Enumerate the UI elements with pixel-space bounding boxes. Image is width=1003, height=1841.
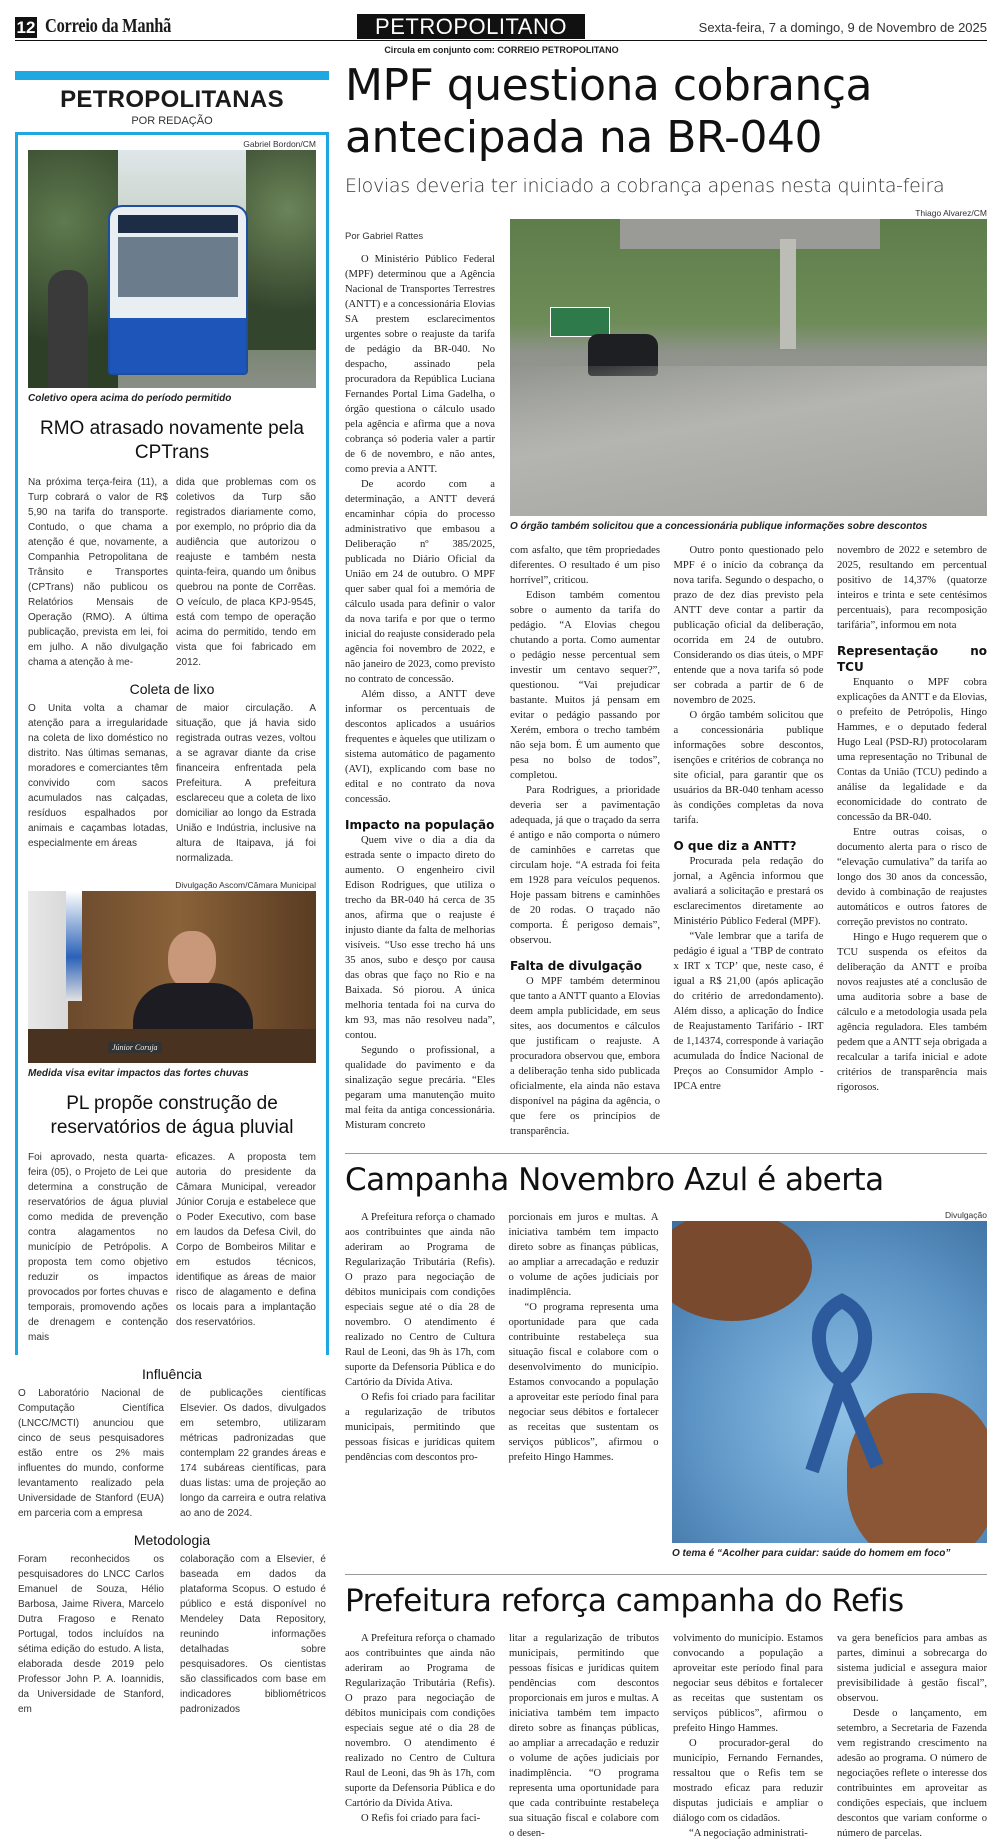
sidebar-accent-bar xyxy=(15,71,329,80)
article-subhead: Impacto na população xyxy=(345,818,495,832)
story-column xyxy=(176,475,316,670)
header-rule xyxy=(15,40,987,41)
photo-caption: Medida visa evitar impactos das fortes chuvas xyxy=(28,1068,249,1079)
photo-caption: O tema é “Acolher para cuidar: saúde do homem em foco” xyxy=(672,1548,951,1559)
newspaper-name: Correio da Manhã xyxy=(45,15,172,37)
paragraph: O Refis foi criado para faci- xyxy=(361,1813,481,1824)
refis-headline: Prefeitura reforça campanha do Refis xyxy=(345,1583,904,1619)
story-columns xyxy=(18,1386,326,1521)
photo-caption: O órgão também solicitou que a concessionária publique informações sobre descontos xyxy=(510,521,928,532)
story-column xyxy=(18,1552,164,1717)
paragraph: de maior circulação. A situação, que já havia sido registrada outras vezes, voltou a se agravar diante da crise financeira enfrentada pela Prefeitura. A prefeitura esclareceu que a coleta de lixo domiciliar ao longo da Estrada União e Indústria, inclusive na altura de Itaipava, já foi normalizada. xyxy=(176,703,316,864)
paragraph: Edison também comentou sobre o aumento da tarifa do pedágio. “A Elovias chegou chutando a porta. Como aumentar o pedágio nesse percentual sem investir um centavo sequer?”, questionou. “Vai prejudicar bastante. Muitos já pensam em evitar o pedágio passando por Xerém, embora o trecho também não seja bom. É um aumento que pesa no bolso de todos”, completou. xyxy=(510,590,660,781)
campanha-photo-wrap xyxy=(672,1210,987,1560)
photo-credit: Gabriel Bordon/CM xyxy=(243,139,316,149)
paragraph: Procurada pela redação do jornal, a Agência informou que avaliará a solicitação e prestará os esclarecimentos diretamente ao Ministério Público Federal (MPF). xyxy=(673,856,824,927)
page-number: 12 xyxy=(16,18,36,37)
story-headline: PL propõe construção de reservatórios de água pluvial xyxy=(50,1093,294,1138)
sidebar-lower-story xyxy=(15,1365,329,1717)
story-subhead: Influência xyxy=(142,1366,202,1382)
article-columns xyxy=(510,543,987,1139)
paragraph: Foram reconhecidos os pesquisadores do LNCC Carlos Emanuel de Souza, Hélio Barbosa, Jaime Rivera, Marcelo Dutra Fragoso e Renato Portugal, todos incluídos na sétima edição do estudo. A lista, elaborada desde 2019 pelo Professor John P. A. Ioannidis, da Universidade de Stanford, em xyxy=(18,1554,164,1715)
paragraph: porcionais em juros e multas. A iniciativa também tem impacto direto sobre as finanças públicas, ao ampliar a arrecadação e reduzir o volume de ações judiciais por inadimplência. xyxy=(508,1212,659,1298)
sidebar xyxy=(15,71,329,1717)
nameplate: Júnior Coruja xyxy=(108,1042,162,1053)
paragraph: com asfalto, que têm propriedades diferentes. O resultado é um piso horrível”, criticou. xyxy=(510,545,660,586)
campanha-headline: Campanha Novembro Azul é aberta xyxy=(345,1162,884,1198)
article-column xyxy=(837,1631,987,1841)
refis-body xyxy=(345,1631,987,1841)
article-right xyxy=(510,208,987,1139)
section-title: PETROPOLITANO xyxy=(357,14,585,39)
article-column xyxy=(674,543,824,1094)
paragraph: O MPF também determinou que tanto a ANTT quanto a Elovias deem ampla publicidade, em seus sites, aos documentos e cálculos que justificam o reajuste. A procuradora observou que, embora a deliberação tenha sido publicada oficialmente, ela ainda não estava disponível na página da agência, o que fere os princípios de transparência. xyxy=(510,976,660,1137)
campanha-body xyxy=(345,1210,987,1560)
paragraph: Outro ponto questionado pelo MPF é o início da cobrança da nova tarifa. Segundo o despacho, o prazo de dez dias previsto pela ANTT deve contar a partir da publicação oficial da deliberação, ocorrida em 24 de outubro. Considerando os dias úteis, o MPF entende que a nova tarifa só pode ser cobrada a partir de 6 de novembro de 2025. xyxy=(673,545,824,706)
blue-ribbon-photo xyxy=(672,1221,987,1543)
paragraph: dida que problemas com os coletivos da Turp são registrados diariamente como, por exemplo, no próprio dia da audiência que autorizou o reajuste e também nesta quinta-feira, quando um ônibus quebrou na ponte de Corrêas. O veículo, de placa KPJ-9545, está com tempo de operação acima do permitido, tendo em vista que foi fabricado em 2012. xyxy=(176,477,316,668)
paragraph: Hingo e Hugo requerem que o TCU suspenda os efeitos da deliberação da ANTT e proíba novos reajustes até a conclusão de uma auditoria sobre a base de cálculo e a metodologia usada pela agência reguladora. Eles também pedem que a ANTT seja obrigada a recalcular a tarifa inicial e adote critérios de transparência mais rigorosos. xyxy=(837,932,987,1093)
byline: Por Gabriel Rattes xyxy=(345,231,424,242)
paragraph: O Laboratório Nacional de Computação Científica (LNCC/MCTI) anunciou que cinco de seus pesquisadores estão entre os 2% mais influentes do mundo, conforme levantamento realizado pela Universidade de Stanford (EUA) em parceria com a empresa xyxy=(18,1388,164,1519)
bus-photo xyxy=(28,150,316,388)
paragraph: eficazes. A proposta tem autoria do presidente da Câmara Municipal, vereador Júnior Coruja e estabelece que o Poder Executivo, com base em laudos da Defesa Civil, do Corpo de Bombeiros Militar e em estudos técnicos, identifique as áreas de maior risco de alagamento e defina os locais para a implantação dos reservatórios. xyxy=(176,1152,316,1328)
paragraph: A Prefeitura reforça o chamado aos contribuintes que ainda não aderiram ao Programa de Regularização Tributária (Refis). O prazo para negociação de débitos municipais com condições especiais segue até o dia 28 de novembro. O atendimento é realizado no Centro de Cultura Raul de Leoni, das 9h às 17h, com suporte da Defensoria Pública e do Cartório da Dívida Ativa. xyxy=(345,1212,495,1388)
paragraph: litar a regularização de tributos municipais, permitindo que pessoas físicas e jurídicas quitem pendências com descontos proporcionais em juros e multas. A iniciativa também tem impacto direto sobre as finanças públicas, ao ampliar a arrecadação e reduzir o volume de ações judiciais por inadimplência. “O programa representa uma oportunidade para que cada contribuinte restabeleça sua situação fiscal e colabore com o desen- xyxy=(509,1633,659,1839)
council-photo xyxy=(28,891,316,1063)
lead-column-wrap xyxy=(345,208,495,1133)
story-columns xyxy=(18,1552,326,1717)
paragraph: Entre outras coisas, o documento alerta para o risco de “elevação cumulativa” da tarifa ao longo dos 30 anos da concessão, devido à combinação de reajustes automáticos e outros fatores de correção previstos no contrato. xyxy=(837,827,987,928)
paragraph: Desde o lançamento, em setembro, a Secretaria de Fazenda vem registrando crescimento na adesão ao programa. O número de negociações reflete o interesse dos contribuintes em aproveitar as condições especiais, que incluem descontos que variam conforme o número de parcelas. xyxy=(837,1708,987,1839)
article-column xyxy=(509,1210,659,1465)
circulation-note: Circula em conjunto com: CORREIO PETROPOLITANO xyxy=(384,45,619,55)
story-column xyxy=(176,701,316,866)
main-article-body xyxy=(345,208,987,1139)
divider xyxy=(345,1574,987,1575)
divider xyxy=(345,1153,987,1154)
ribbon-icon xyxy=(782,1281,902,1481)
story-columns xyxy=(28,701,316,866)
story-column xyxy=(28,701,168,866)
paragraph: colaboração com a Elsevier, é baseada em dados da plataforma Scopus. O estudo é público e está disponível no Mendeley Data Repository, reunindo informações detalhadas sobre pesquisadores. Os cientistas são classificados com base em indicadores bibliométricos padronizados xyxy=(180,1554,326,1715)
article-subhead: O que diz a ANTT? xyxy=(673,839,797,853)
photo-caption: Coletivo opera acima do período permitido xyxy=(28,393,232,404)
sidebar-title: PETROPOLITANAS xyxy=(60,86,284,113)
article-subhead: Falta de divulgação xyxy=(510,959,642,973)
paragraph: De acordo com a determinação, a ANTT deverá encaminhar cópia do processo administrativo que embasou a Deliberação nº 385/2025, publicada no Diário Oficial da União em 24 de outubro. O MPF quer saber qual foi a memória de cálculo usada para definir o valor da nova tarifa e por que o termo inicial do reajuste considerado pela agência foi novembro de 2022, e não janeiro de 2023, como previsto no contrato de concessão. xyxy=(345,479,495,685)
paragraph: volvimento do município. Estamos convocando a população a aproveitar este período final para negociar seus débitos e fortalecer as receitas que sustentam os serviços públicos”, afirmou o prefeito Hingo Hammes. xyxy=(673,1633,823,1734)
main-headline: MPF questiona cobrança antecipada na BR-040 xyxy=(345,60,872,163)
article-column xyxy=(673,1631,823,1841)
edition-date: Sexta-feira, 7 a domingo, 9 de Novembro de 2025 xyxy=(698,20,987,35)
photo-credit: Divulgação xyxy=(944,1210,987,1220)
sidebar-byline: POR REDAÇÃO xyxy=(131,115,213,127)
paragraph: O procurador-geral do município, Fernando Fernandes, ressaltou que o Refis tem se mostrado eficaz para reduzir disputas judiciais e ampliar o diálogo com os cidadãos. xyxy=(673,1738,823,1824)
story-column xyxy=(28,475,168,670)
story-subhead: Coleta de lixo xyxy=(129,681,215,697)
main-content xyxy=(345,60,987,1841)
highway-photo xyxy=(510,219,987,516)
main-deck: Elovias deveria ter iniciado a cobrança apenas nesta quinta-feira xyxy=(345,175,945,197)
paragraph: O Refis foi criado para facilitar a regularização de tributos municipais, permitindo que pessoas físicas e jurídicas quitem pendências com descontos pro- xyxy=(345,1392,495,1463)
paragraph: “O programa representa uma oportunidade para que cada contribuinte restabeleça sua situação fiscal e colabore com o desenvolvimento do município. Estamos convocando a população a aproveitar este período final para negociar seus débitos e fortalecer as receitas que sustentam os serviços públicos”, afirmou o prefeito Hingo Hammes. xyxy=(508,1302,659,1463)
article-subhead: Representação no TCU xyxy=(837,644,987,674)
paragraph: Enquanto o MPF cobra explicações da ANTT e da Elovias, o prefeito de Petrópolis, Hingo Hammes, e o deputado federal Hugo Leal (PSD-RJ) protocolaram uma representação no Tribunal de Contas da União (TCU) pedindo a análise da legalidade e da economicidade do contrato de concessão da BR-040. xyxy=(837,677,987,823)
paragraph: O órgão também solicitou que a concessionária publique informações sobre descontos, isenções e critérios de cobrança no site oficial, para garantir que os usuários da BR-040 tenham acesso às condições completas da nova tarifa. xyxy=(673,710,824,826)
paragraph: “A negociação administrati- xyxy=(689,1828,808,1839)
story-headline: RMO atrasado novamente pela CPTrans xyxy=(39,418,305,463)
story-column xyxy=(28,1150,168,1345)
paragraph: Foi aprovado, nesta quarta-feira (05), o Projeto de Lei que determina a construção de reservatórios de água pluvial como medida de prevenção contra alagamentos no município de Petrópolis. A proposta tem como objetivo reduzir os impactos provocados por fortes chuvas e temporais, promovendo ações de drenagem e contenção mais xyxy=(28,1152,168,1343)
paragraph: Na próxima terça-feira (11), a Turp cobrará o valor de R$ 5,90 na tarifa do transporte. Contudo, o que chama a atenção é que, novamente, a Companhia Petropolitana de Trânsito e Transportes (CPTrans) não publicou os Relatórios Mensais de Operação (RMO). A última publicação, prevista em lei, foi em julho. A não divulgação chama a atenção à me- xyxy=(28,477,168,668)
paragraph: Quem vive o dia a dia da estrada sente o impacto direto do aumento. O engenheiro civil Edison Rodrigues, que utiliza o trecho da BR-040 há cerca de 35 anos, afirma que o reajuste é injusto diante da falta de melhorias visíveis. “Uso esse trecho há uns 35 anos, subo e desço por causa das obras que faço no Rio e na Baixada. Só piorou. A única melhoria tentada foi na curva do km 93, mas não resolveu nada”, contou. xyxy=(345,835,495,1041)
paragraph: A Prefeitura reforça o chamado aos contribuintes que ainda não aderiram ao Programa de Regularização Tributária (Refis). O prazo para negociação de débitos municipais com condições especiais segue até o dia 28 de novembro. O atendimento é realizado no Centro de Cultura Raul de Leoni, das 9h às 17h, com suporte da Defensoria Pública e do Cartório da Dívida Ativa. xyxy=(345,1633,495,1809)
paragraph: Para Rodrigues, a prioridade deveria ser a pavimentação adequada, já que o traçado da serra é antigo e não comporta o número de caminhões e carretas que circulam hoje. “A estrada foi feita em 1928 para veículos pequenos. Hoje passam bitrens e caminhões de 20 rodas. O traçado não comporta. É perigoso demais”, observou. xyxy=(510,785,660,946)
paragraph: novembro de 2022 e setembro de 2025, resultando em percentual positivo de 14,37% (quatorze inteiros e trinta e sete centésimos percentuais), para recomposição tarifária”, informou em nota xyxy=(837,545,987,631)
paragraph: Além disso, a ANTT deve informar os percentuais de descontos aplicados a usuários frequentes e àqueles que utilizam o sistema automático de pagamento (AVI), explicando com base no edital e no contrato da nova concessão. xyxy=(345,689,495,805)
story-column xyxy=(180,1386,326,1521)
paragraph: “Vale lembrar que a tarifa de pedágio é igual a ‘TBP de contrato x IRT x TCP’ que, neste caso, é igual a R$ 21,00 (após aplicação do critério de arredondamento). Além disso, a aplicação do Índice de Reajustamento Tarifário - IRT de 1,14374, corresponde à variação acumulada do Índice Nacional de Preços ao Consumidor Amplo - IPCA entre xyxy=(673,931,824,1092)
story-column xyxy=(18,1386,164,1521)
photo-credit: Divulgação Ascom/Câmara Municipal xyxy=(175,880,316,890)
article-column xyxy=(509,1631,659,1841)
paragraph: va gera benefícios para ambas as partes, diminui a sobrecarga do sistema judicial e assegura maior previsibilidade à gestão fiscal”, observou. xyxy=(837,1633,987,1704)
story-subhead: Metodologia xyxy=(133,1532,211,1548)
article-column xyxy=(345,1210,495,1465)
story-columns xyxy=(28,1150,316,1345)
photo-credit: Thiago Alvarez/CM xyxy=(915,208,987,218)
paragraph: de publicações científicas Elsevier. Os dados, divulgados em setembro, utilizaram métricas padronizadas que contemplam 22 grandes áreas e 174 subáreas científicas, para duas listas: uma de projeção ao longo da carreira e outra relativa ao ano de 2024. xyxy=(180,1388,326,1519)
article-column xyxy=(510,543,660,1139)
article-column xyxy=(837,543,987,1095)
article-column xyxy=(345,252,495,1133)
story-column xyxy=(176,1150,316,1345)
story-columns xyxy=(28,475,316,670)
paragraph: Segundo o profissional, a qualidade do pavimento e da sinalização segue precária. “Eles pegaram uma manutenção muito mal feita da antiga concessionária. Misturam concreto xyxy=(345,1045,495,1131)
story-column xyxy=(180,1552,326,1717)
paragraph: O Ministério Público Federal (MPF) determinou que a Agência Nacional de Transportes Terrestres (ANTT) e a concessionária Elovias SA prestem esclarecimentos urgentes sobre o reajuste da tarifa de pedágio da BR-040. No despacho, assinado pela procuradora da República Luciana Fernandes Portal Lima Gadelha, o órgão questiona o cálculo usado pela agência e afirma que a nova cobrança só poderia valer a partir de 6 de novembro, e não antes, como previa a ANTT. xyxy=(345,254,495,475)
paragraph: O Unita volta a chamar atenção para a irregularidade na coleta de lixo doméstico no distrito. Nas últimas semanas, moradores e comerciantes têm convivido com sacos acumulados nas calçadas, resíduos espalhados por animais e caçambas lotadas, especialmente em áreas xyxy=(28,703,168,849)
sidebar-frame xyxy=(15,132,329,1355)
